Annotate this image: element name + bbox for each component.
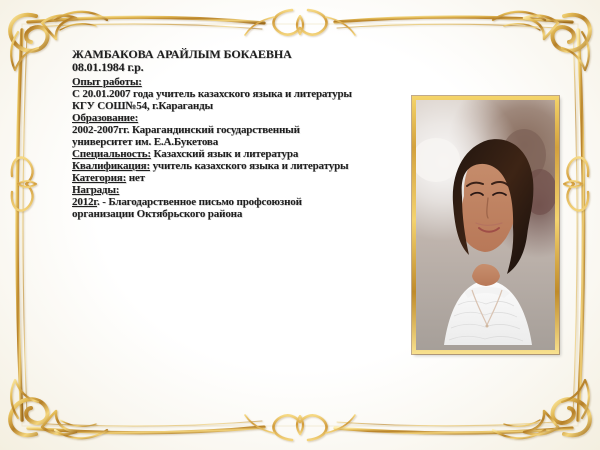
category-row <box>72 172 432 184</box>
award-line-1-rest: . - Благодарственное письмо профсоюзной <box>97 196 302 208</box>
award-line-2: организации Октябрьского района <box>72 208 243 220</box>
education-line-1: 2002-2007гг. Карагандинский государственный <box>72 124 300 136</box>
category-label: Категория: <box>72 172 127 184</box>
experience-line-1: С 20.01.2007 года учитель казахского языка и литературы <box>72 88 352 100</box>
specialty-value: Казахский язык и литература <box>150 148 299 160</box>
experience-heading: Опыт работы: <box>72 76 142 88</box>
profile-text-block <box>72 48 432 220</box>
experience-line-2: КГУ СОШ№54, г.Караганды <box>72 100 213 112</box>
specialty-label: Специальность: <box>72 148 151 160</box>
category-value: нет <box>126 172 145 184</box>
education-heading: Образование: <box>72 112 139 124</box>
award-line-1 <box>72 196 432 208</box>
award-year: 2012г <box>72 196 98 208</box>
birth-date: 08.01.1984 г.р. <box>72 60 144 74</box>
qualification-label: Квалификация: <box>72 160 150 172</box>
portrait-frame <box>412 96 559 354</box>
qualification-value: учитель казахского языка и литературы <box>149 160 349 172</box>
portrait-photo <box>416 100 555 350</box>
specialty-row <box>72 148 432 160</box>
qualification-row <box>72 160 432 172</box>
full-name: ЖАМБАКОВА АРАЙЛЫМ БОКАЕВНА <box>72 47 292 61</box>
awards-heading: Награды: <box>72 184 120 196</box>
education-line-2: университет им. Е.А.Букетова <box>72 136 219 148</box>
